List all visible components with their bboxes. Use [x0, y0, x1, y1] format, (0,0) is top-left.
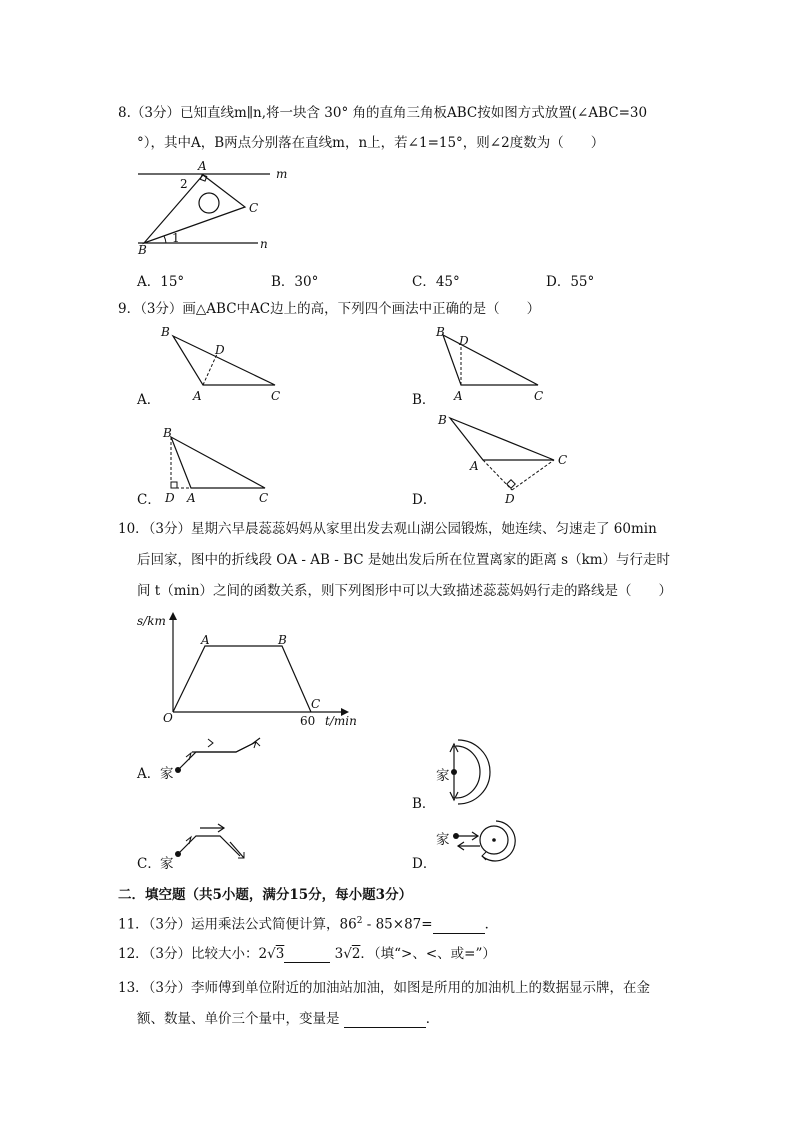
q8-label-n: n	[260, 237, 268, 251]
q12-coefficient-2: 3	[334, 946, 344, 962]
q9-option-b-letter: B．	[412, 392, 436, 408]
q11-end: ．	[484, 916, 499, 933]
q8-figure	[130, 160, 290, 255]
q10-label-O: O	[163, 711, 173, 725]
q8-option-d: D．55°	[546, 274, 595, 290]
q11-prefix: 11．（3分）运用乘法公式简便计算，86	[118, 916, 357, 933]
q10-figure-a	[172, 738, 267, 783]
q9c-label-C: C	[259, 491, 269, 505]
q9a-label-D: D	[215, 343, 225, 357]
q10-stem-line2: 后回家，图中的折线段 OA - AB - BC 是她出发后所在位置离家的距离 s（km）与行走时	[137, 552, 671, 568]
q11-answer-blank[interactable]	[433, 933, 485, 934]
q13-line2-text: 额、数量、单价三个量中，变量是	[137, 1011, 344, 1027]
q8-option-a: A．15°	[137, 274, 185, 290]
q9a-label-B: B	[161, 325, 170, 339]
q8-label-m: m	[276, 167, 288, 181]
q10-figure-d	[452, 818, 532, 868]
q13-end: ．	[425, 1011, 440, 1027]
q8-stem-line1: 8.（3分）已知直线m∥n,将一块含 30° 角的直角三角板ABC按如图方式放置(∠ABC=30	[118, 105, 648, 121]
q10-label-C: C	[311, 697, 321, 711]
q9c-label-D: D	[165, 491, 175, 505]
q10-option-b-letter: B．	[412, 796, 436, 812]
q10-option-a-home: 家	[160, 766, 174, 782]
q13-answer-blank[interactable]	[344, 1027, 426, 1028]
q9-option-c-letter: C．	[137, 492, 161, 508]
q9d-label-D: D	[505, 492, 515, 506]
q10-label-B: B	[278, 633, 287, 647]
q9-figure-c	[155, 422, 295, 507]
q10-ylabel: s/km	[137, 614, 166, 628]
q11	[118, 912, 498, 934]
q12: 12．（3分）比较大小：2√3 3√2．（填“>、<、或=”）	[118, 946, 496, 962]
q9-figure-d	[428, 410, 578, 505]
q9-stem: 9．（3分）画△ABC中AC边上的高，下列四个画法中正确的是（ ）	[118, 301, 541, 317]
q13-stem-line1: 13．（3分）李师傅到单位附近的加油站加油，如图是所用的加油机上的数据显示牌，在金	[118, 980, 651, 996]
q8-label-angle2: 2	[180, 177, 188, 191]
q10-label-A: A	[201, 633, 210, 647]
section-2-heading: 二．填空题（共5小题，满分15分，每小题3分）	[118, 887, 413, 903]
q9b-label-D: D	[459, 334, 469, 348]
q9d-label-A: A	[470, 459, 479, 473]
q11-exponent: 2	[356, 916, 363, 926]
q8-label-B: B	[138, 243, 147, 257]
q9-option-a-letter: A．	[137, 392, 161, 408]
q8-option-b: B．30°	[271, 274, 319, 290]
q9-figure-b	[428, 322, 568, 404]
q8-stem-line2: °），其中A，B两点分别落在直线m，n上，若∠1=15°，则∠2度数为（ ）	[137, 135, 605, 151]
q9b-label-C: C	[534, 389, 544, 403]
q8-label-angle1: 1	[172, 231, 180, 245]
q10-option-d-letter: D．	[412, 856, 437, 872]
q12-radicand-1: 3	[275, 946, 285, 962]
q12-end: ．（填“>、<、或=”）	[360, 946, 496, 962]
q9c-label-A: A	[187, 491, 196, 505]
q8-label-C: C	[249, 201, 259, 215]
q9-option-d-letter: D．	[412, 492, 437, 508]
q10-graph	[135, 606, 365, 731]
q9d-label-C: C	[558, 453, 568, 467]
q12-answer-blank[interactable]	[284, 962, 330, 963]
q10-option-c-letter: C．	[137, 856, 161, 872]
q10-option-a-letter: A．	[137, 766, 161, 782]
q9b-label-A: A	[454, 389, 463, 403]
q8-option-c: C．45°	[412, 274, 460, 290]
q9a-label-A: A	[193, 389, 202, 403]
q10-figure-b	[446, 738, 496, 808]
q10-xlabel: t/min	[325, 714, 357, 728]
q9a-label-C: C	[271, 389, 281, 403]
q10-figure-c	[172, 822, 257, 867]
q12-prefix: 12．（3分）比较大小：2	[118, 946, 268, 962]
q12-radicand-2: 2	[351, 946, 361, 962]
q10-stem-line1: 10．（3分）星期六早晨蕊蕊妈妈从家里出发去观山湖公园锻炼，她连续、匀速走了 60min	[118, 521, 657, 537]
q13-stem-line2	[137, 1010, 439, 1028]
q8-label-A: A	[198, 159, 207, 173]
q9-figure-a	[155, 322, 295, 404]
q10-option-c-home: 家	[160, 856, 174, 872]
q9d-label-B: B	[438, 413, 447, 427]
q9c-label-B: B	[163, 426, 172, 440]
q10-stem-line3: 间 t（min）之间的函数关系，则下列图形中可以大致描述蕊蕊妈妈行走的路线是（ ）	[137, 583, 673, 599]
q10-tick-60: 60	[300, 714, 316, 728]
q10-option-d-home: 家	[436, 832, 450, 848]
q10-option-b-home: 家	[436, 768, 450, 784]
q9b-label-B: B	[436, 325, 445, 339]
q11-suffix: - 85×87=	[362, 916, 433, 933]
